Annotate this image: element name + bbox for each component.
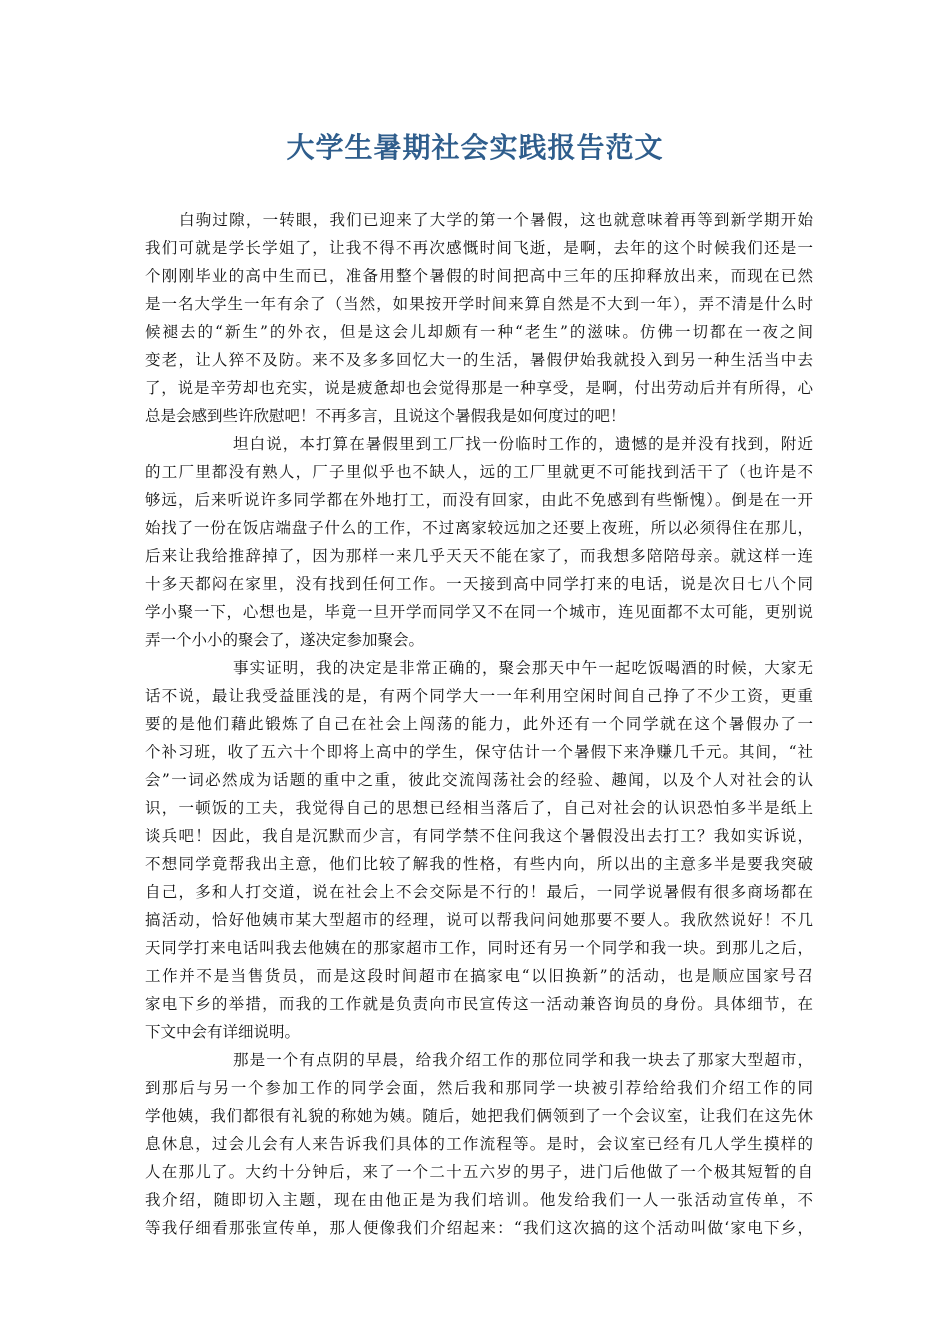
- document-title: 大学生暑期社会实践报告范文: [286, 131, 664, 164]
- paragraph-line: 的工厂里都没有熟人，厂子里似乎也不缺人，远的工厂里就更不可能找到活干了（也许是不: [145, 463, 813, 481]
- paragraph-line: 识，一顿饭的工夫，我觉得自己的思想已经相当落后了，自己对社会的认识恐怕多半是纸上: [145, 799, 813, 817]
- paragraph-line: 是一名大学生一年有余了（当然，如果按开学时间来算自然是不大到一年），弄不清是什么时: [145, 295, 813, 313]
- paragraph-line: 后来让我给推辞掉了，因为那样一来几乎天天不能在家了，而我想多陪陪母亲。就这样一连: [145, 547, 813, 565]
- paragraph-line: 事实证明，我的决定是非常正确的，聚会那天中午一起吃饭喝酒的时候，大家无: [233, 659, 813, 677]
- paragraph-line: 我介绍，随即切入主题，现在由他正是为我们培训。他发给我们一人一张活动宣传单，不: [145, 1191, 813, 1209]
- paragraph-line: 始找了一份在饭店端盘子什么的工作，不过离家较远加之还要上夜班，所以必须得住在那儿，: [145, 519, 813, 537]
- paragraph-line: 白驹过隙，一转眼，我们已迎来了大学的第一个暑假，这也就意味着再等到新学期开始: [179, 211, 813, 229]
- paragraph-line: 自己，多和人打交道，说在社会上不会交际是不行的！最后，一同学说暑假有很多商场都在: [145, 883, 813, 901]
- paragraph-line: 搞活动，恰好他姨市某大型超市的经理，说可以帮我问问她那要不要人。我欣然说好！不几: [145, 911, 813, 929]
- paragraph-line: 息休息，过会儿会有人来告诉我们具体的工作流程等。是时，会议室已经有几人学生摸样的: [145, 1135, 813, 1153]
- paragraph-line: 到那后与另一个参加工作的同学会面，然后我和那同学一块被引荐给给我们介绍工作的同: [145, 1079, 813, 1097]
- paragraph-line: 了，说是辛劳却也充实，说是疲惫却也会觉得那是一种享受，是啊，付出劳动后并有所得，心: [145, 379, 813, 397]
- paragraph-line: 够远，后来听说许多同学都在外地打工，而没有回家，由此不免感到有些惭愧）。倒是在一开: [145, 491, 813, 509]
- paragraph-line: 十多天都闷在家里，没有找到任何工作。一天接到高中同学打来的电话，说是次日七八个同: [145, 575, 813, 593]
- paragraph-line: 那是一个有点阴的早晨，给我介绍工作的那位同学和我一块去了那家大型超市，: [233, 1051, 813, 1069]
- paragraph-line: 我们可就是学长学姐了，让我不得不再次感慨时间飞逝，是啊，去年的这个时候我们还是一: [145, 239, 813, 257]
- paragraph-line: 话不说，最让我受益匪浅的是，有两个同学大一一年利用空闲时间自己挣了不少工资，更重: [145, 687, 813, 705]
- paragraph-line: 变老，让人猝不及防。来不及多多回忆大一的生活，暑假伊始我就投入到另一种生活当中去: [145, 351, 813, 369]
- paragraph-line: 个补习班，收了五六十个即将上高中的学生，保守估计一个暑假下来净赚几千元。其间，“社: [145, 743, 813, 761]
- paragraph-line: 总是会感到些许欣慰吧！不再多言，且说这个暑假我是如何度过的吧！: [145, 407, 626, 425]
- paragraph-line: 学他姨，我们都很有礼貌的称她为姨。随后，她把我们俩领到了一个会议室，让我们在这先休: [145, 1107, 813, 1125]
- paragraph-line: 家电下乡的举措，而我的工作就是负责向市民宣传这一活动兼咨询员的身份。具体细节，在: [145, 995, 813, 1013]
- paragraph-line: 下文中会有详细说明。: [145, 1023, 301, 1041]
- paragraph-line: 要的是他们藉此锻炼了自己在社会上闯荡的能力，此外还有一个同学就在这个暑假办了一: [145, 715, 813, 733]
- paragraph-line: 工作并不是当售货员，而是这段时间超市在搞家电“以旧换新”的活动，也是顺应国家号召: [145, 967, 813, 985]
- paragraph-line: 会”一词必然成为话题的重中之重，彼此交流闯荡社会的经验、趣闻，以及个人对社会的认: [145, 771, 813, 789]
- paragraph-line: 个刚刚毕业的高中生而已，准备用整个暑假的时间把高中三年的压抑释放出来，而现在已然: [145, 267, 813, 285]
- paragraph-line: 弄一个小小的聚会了，遂决定参加聚会。: [145, 631, 425, 649]
- paragraph-line: 候褪去的“新生”的外衣，但是这会儿却颇有一种“老生”的滋味。仿佛一切都在一夜之间: [145, 323, 813, 341]
- paragraph-line: 不想同学竟帮我出主意，他们比较了解我的性格，有些内向，所以出的主意多半是要我突破: [145, 855, 813, 873]
- document-body: [145, 206, 813, 1242]
- paragraph-line: 谈兵吧！因此，我自是沉默而少言，有同学禁不住问我这个暑假没出去打工？我如实诉说，: [145, 827, 813, 845]
- paragraph-line: 学小聚一下，心想也是，毕竟一旦开学而同学又不在同一个城市，连见面都不太可能，更别说: [145, 603, 813, 621]
- paragraph-line: 坦白说，本打算在暑假里到工厂找一份临时工作的，遗憾的是并没有找到，附近: [233, 435, 813, 453]
- paragraph-line: 人在那儿了。大约十分钟后，来了一个二十五六岁的男子，进门后他做了一个极其短暂的自: [145, 1163, 813, 1181]
- paragraph-line: 等我仔细看那张宣传单，那人便像我们介绍起来：“我们这次搞的这个活动叫做‘家电下乡，: [145, 1219, 813, 1237]
- paragraph-line: 天同学打来电话叫我去他姨在的那家超市工作，同时还有另一个同学和我一块。到那儿之后，: [145, 939, 813, 957]
